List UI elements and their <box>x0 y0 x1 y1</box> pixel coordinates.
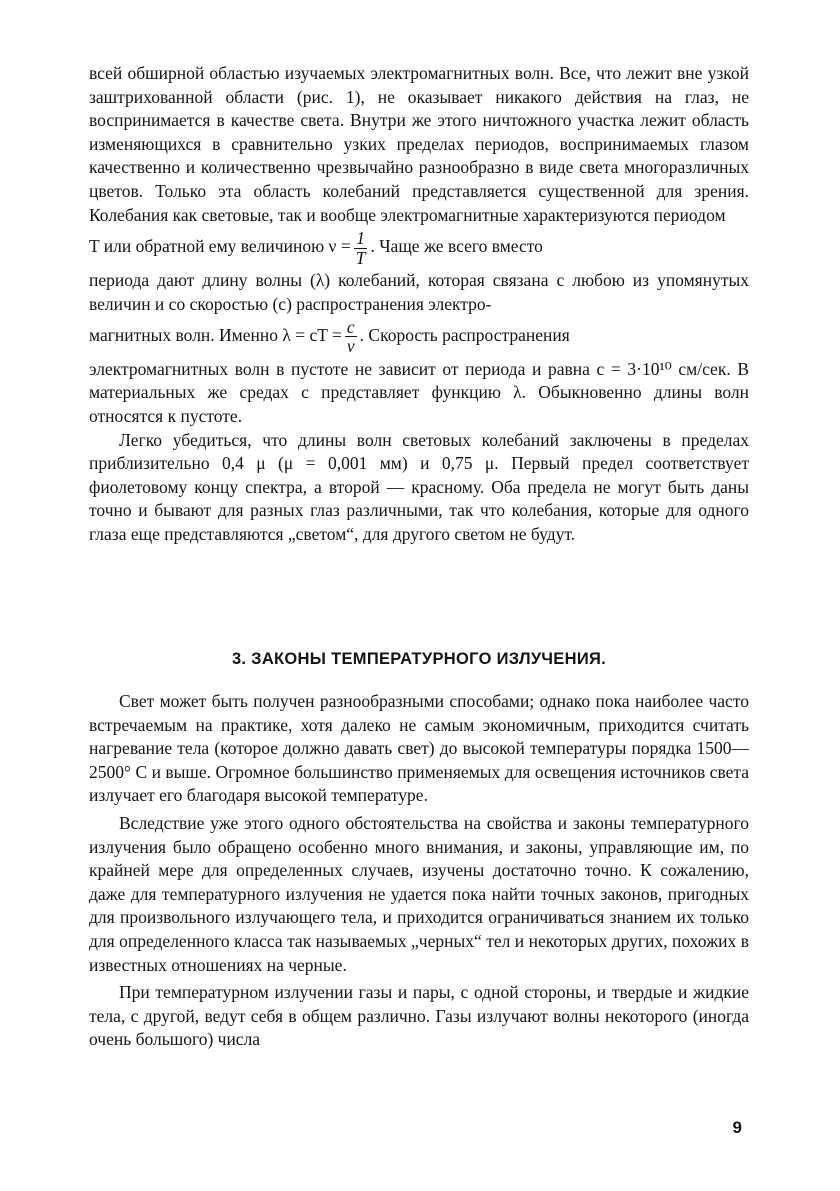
paragraph-gases-radiation: При температурном излучении газы и пары, с одной стороны, и твердые и жидкие тела, с другой, ведут себя в общем различно. Газы излучают волны некоторого (иногда очень большого) числа <box>89 982 749 1050</box>
paragraph-wavelength-definition: периода дают длину волны (λ) колебаний, которая связана с любою из упомянутых величин и со скоростью (c) распространения электро- <box>89 269 749 314</box>
page-number: 9 <box>732 1118 742 1137</box>
paragraph-light-sources: Свет может быть получен разнообразными способами; однако пока наиболее часто встречаемым на практике, хотя далеко не самым экономичным, приходится считать нагревание тела (которое должно давать свет) до высокой температуры порядка 1500—2500° C и выше. Огромное большинство применяемых для освещения источников света излучает его благодаря высокой температуре. <box>89 691 749 806</box>
fraction-one-over-t <box>354 229 368 267</box>
paragraph-speed-of-light: электромагнитных волн в пустоте не зависит от периода и равна c = 3·10¹⁰ см/сек. В материальных же средах c представляет функцию λ. Обыкновенно длины волн относятся к пустоте. <box>89 358 749 427</box>
paragraph-visible-limits: Легко убедиться, что длины волн световых колебаний заключены в пределах приблизительно 0,4 μ (μ = 0,001 мм) и 0,75 μ. Первый предел соответствует фиолетовому концу спектра, а второй — красному. Оба предела не могут быть даны точно и бывают для разных глаз различными, так что колебания, которые для одного глаза еще представляются „светом“, для другого светом не будут. <box>89 429 749 544</box>
formula-frequency-prefix: T или обратной ему величиною ν = <box>89 236 351 257</box>
formula-wavelength-prefix: магнитных волн. Именно λ = cT = <box>89 324 342 345</box>
fraction-denominator: ν <box>346 336 355 357</box>
section-thermal-radiation-text <box>89 690 749 1052</box>
fraction-numerator: 1 <box>354 229 368 248</box>
fraction-numerator: c <box>346 317 355 338</box>
fraction-denominator: T <box>355 247 366 268</box>
formula-frequency-line <box>89 229 749 267</box>
formula-wavelength-suffix: . Скорость распространения <box>359 324 570 345</box>
paragraph-black-body: Вследствие уже этого одного обстоятельства на свойства и законы температурного излучения было обращено особенно много внимания, и законы, управляющие им, по крайней мере для определенных случаев, изучены достаточно точно. К сожалению, даже для температурного излучения не удается пока найти точных законов, пригодных для произвольного излучающего тела, и приходится ограничиваться знанием их только для определенного класса так называемых „черных“ тел и некоторых других, похожих в известных отношениях на черные. <box>89 812 749 975</box>
section-light-wavelength-text <box>89 62 749 547</box>
section-heading: 3. ЗАКОНЫ ТЕМПЕРАТУРНОГО ИЗЛУЧЕНИЯ. <box>231 650 607 668</box>
paragraph-light-region: всей обширной областью изучаемых электромагнитных волн. Все, что лежит вне узкой заштрихованной области (рис. 1), не оказывает никакого действия на глаз, не воспринимается в качестве света. Внутри же этого ничтожного участка лежит область изменяющихся в сравнительно узких пределах периодов, воспринимаемых глазом качественно и количественно чрезвычайно разнообразно в виде света многоразличных цветов. Только эта область колебаний представляется существенной для зрения. Колебания как световые, так и вообще электромагнитные характеризуются периодом <box>89 63 749 225</box>
formula-frequency-suffix: . Чаще же всего вместо <box>370 236 543 257</box>
fraction-c-over-nu <box>345 318 357 356</box>
formula-wavelength-line <box>89 318 749 356</box>
